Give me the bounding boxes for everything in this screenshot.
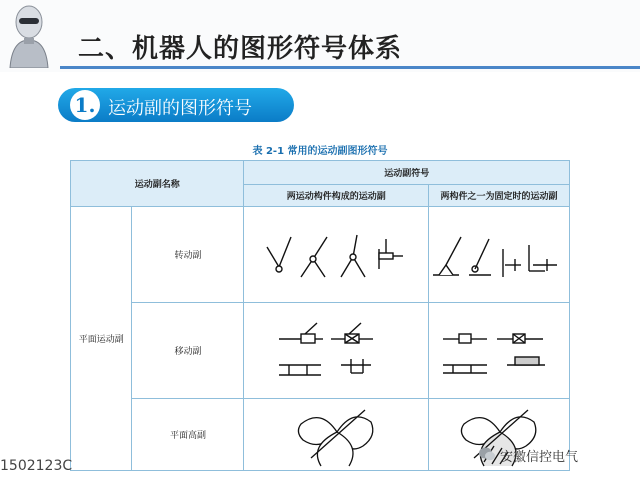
brand-watermark: 安徽信控电气 xyxy=(500,450,579,465)
col-name-header: 运动副名称 xyxy=(71,161,244,207)
wechat-icon xyxy=(478,445,496,463)
row-label-revolute: 转动副 xyxy=(132,207,244,303)
prismatic-symbol-moving xyxy=(244,303,429,399)
prismatic-symbol-fixed xyxy=(429,303,570,399)
table-caption: 表 2-1 常用的运动副图形符号 xyxy=(252,146,388,157)
page-title: 二、机器人的图形符号体系 xyxy=(78,34,403,64)
section-title: 运动副的图形符号 xyxy=(108,98,252,119)
col-symbol-header: 运动副符号 xyxy=(244,161,570,185)
row-label-prismatic: 移动副 xyxy=(132,303,244,399)
header-bar xyxy=(0,0,640,72)
sub-header-one-fixed: 两构件之一为固定时的运动副 xyxy=(429,185,570,207)
revolute-symbol-fixed xyxy=(429,207,570,303)
symbol-table xyxy=(70,160,570,471)
row-label-higher-pair: 平面高副 xyxy=(132,399,244,471)
sub-header-two-members: 两运动构件构成的运动副 xyxy=(244,185,429,207)
higher-pair-symbol-moving xyxy=(244,399,429,471)
robot-logo-icon xyxy=(4,2,54,68)
table-row xyxy=(71,303,570,399)
section-number: 1. xyxy=(70,90,100,120)
phone-watermark: 1502123C xyxy=(0,458,73,474)
revolute-symbol-moving xyxy=(244,207,429,303)
table-row xyxy=(71,207,570,303)
header-divider xyxy=(60,66,640,69)
group-label: 平面运动副 xyxy=(71,207,132,471)
